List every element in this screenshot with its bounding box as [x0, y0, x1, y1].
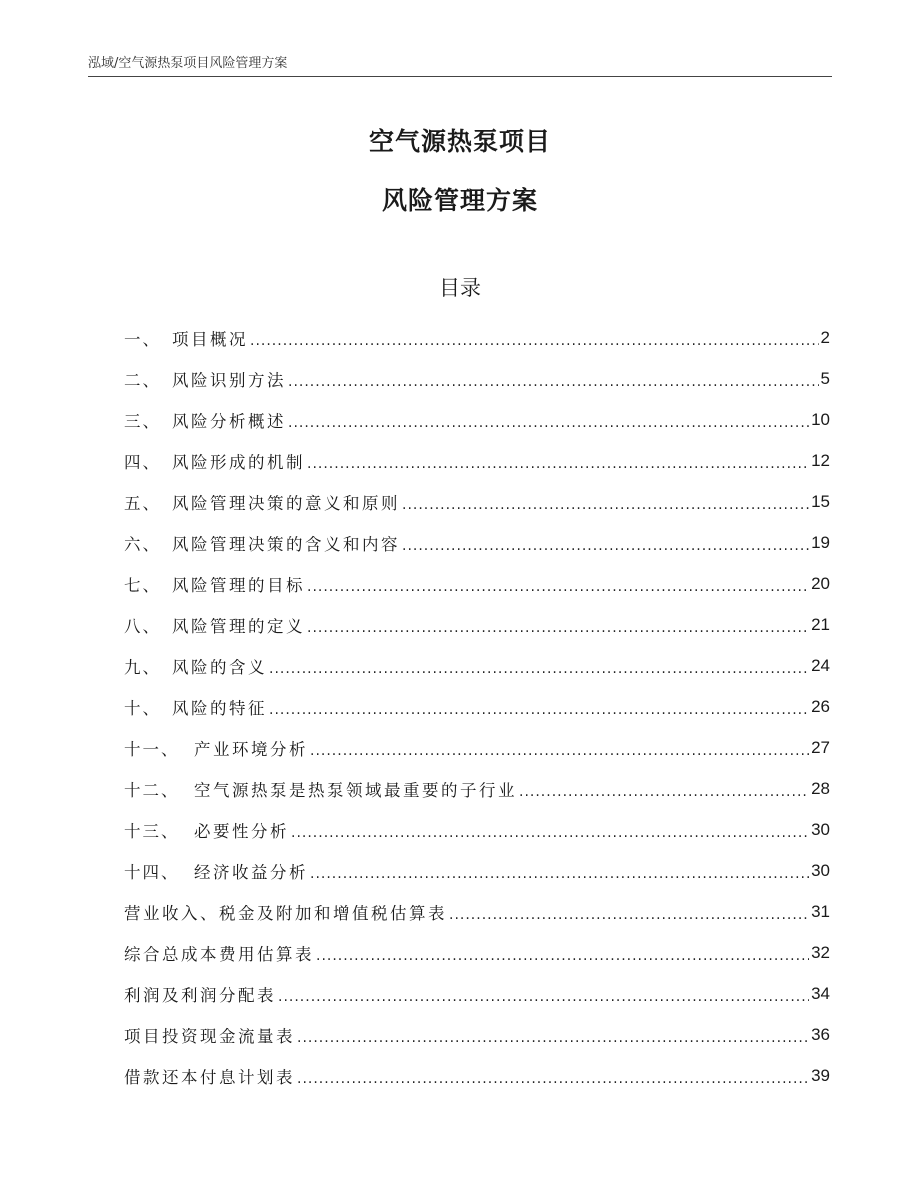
toc-entry[interactable] — [124, 522, 830, 563]
toc-entry[interactable] — [124, 1055, 830, 1096]
toc-entry-label: 空气源热泵是热泵领域最重要的子行业 — [194, 780, 517, 800]
toc-entry-label: 综合总成本费用估算表 — [124, 944, 314, 964]
toc-dot-leader — [269, 660, 809, 686]
toc-entry-number: 九、 — [124, 657, 161, 677]
toc-dot-leader — [402, 496, 809, 522]
toc-entry[interactable] — [124, 973, 830, 1014]
toc-entry-number: 四、 — [124, 452, 161, 472]
toc-entry-label: 风险形成的机制 — [172, 452, 305, 472]
toc-entry-page: 28 — [811, 778, 830, 798]
toc-entry-number: 十三、 — [124, 821, 180, 841]
toc-entry[interactable] — [124, 686, 830, 727]
toc-entry-label: 借款还本付息计划表 — [124, 1067, 295, 1087]
toc-entry-label: 项目概况 — [172, 329, 248, 349]
toc-entry[interactable] — [124, 563, 830, 604]
toc-entry-label: 营业收入、税金及附加和增值税估算表 — [124, 903, 447, 923]
toc-entry-number: 十四、 — [124, 862, 180, 882]
toc-entry[interactable] — [124, 317, 830, 358]
toc-entry-label: 项目投资现金流量表 — [124, 1026, 295, 1046]
toc-entry-number: 一、 — [124, 329, 161, 349]
toc-entry[interactable] — [124, 932, 830, 973]
toc-entry-label: 风险的含义 — [172, 657, 267, 677]
toc-entry-label: 风险管理决策的含义和内容 — [172, 534, 400, 554]
toc-entry-number: 五、 — [124, 493, 161, 513]
toc-heading: 目录 — [439, 276, 481, 300]
toc-dot-leader — [307, 578, 809, 604]
toc-entry[interactable] — [124, 768, 830, 809]
toc-entry-page: 30 — [811, 819, 830, 839]
document-title-line2: 风险管理方案 — [381, 186, 538, 215]
toc-dot-leader — [316, 947, 809, 973]
toc-entry-page: 24 — [811, 655, 830, 675]
toc-entry[interactable] — [124, 645, 830, 686]
toc-dot-leader — [307, 455, 809, 481]
toc-entry-page: 19 — [811, 532, 830, 552]
toc-entry-label: 风险识别方法 — [172, 370, 286, 390]
toc-dot-leader — [291, 824, 809, 850]
toc-entry-page: 5 — [820, 368, 830, 388]
toc-entry[interactable] — [124, 481, 830, 522]
toc-entry-label: 风险分析概述 — [172, 411, 286, 431]
toc-entry[interactable] — [124, 809, 830, 850]
toc-entry[interactable] — [124, 850, 830, 891]
toc-entry-page: 31 — [811, 901, 830, 921]
toc-entry-page: 27 — [811, 737, 830, 757]
toc-entry-label: 风险管理的目标 — [172, 575, 305, 595]
toc-entry-page: 2 — [820, 327, 830, 347]
toc-entry-number: 三、 — [124, 411, 161, 431]
running-header: 泓域/空气源热泵项目风险管理方案 — [88, 56, 288, 71]
header-rule — [88, 76, 832, 77]
toc-entry-page: 15 — [811, 491, 830, 511]
toc-entry-page: 39 — [811, 1065, 830, 1085]
toc-entry[interactable] — [124, 1014, 830, 1055]
toc-entry-page: 36 — [811, 1024, 830, 1044]
toc-entry[interactable] — [124, 399, 830, 440]
toc-entry-number: 十、 — [124, 698, 161, 718]
toc-entry-page: 10 — [811, 409, 830, 429]
toc-entry[interactable] — [124, 358, 830, 399]
toc-dot-leader — [449, 906, 809, 932]
toc-entry-label: 经济收益分析 — [194, 862, 308, 882]
toc-entry-number: 二、 — [124, 370, 161, 390]
toc-entry[interactable] — [124, 891, 830, 932]
toc-entry-label: 利润及利润分配表 — [124, 985, 276, 1005]
toc-entry-page: 20 — [811, 573, 830, 593]
toc-dot-leader — [519, 783, 809, 809]
toc-dot-leader — [297, 1029, 809, 1055]
document-title-line1: 空气源热泵项目 — [368, 127, 551, 156]
toc-entry-page: 12 — [811, 450, 830, 470]
toc-dot-leader — [402, 537, 809, 563]
toc-entry-page: 26 — [811, 696, 830, 716]
toc-entry-label: 必要性分析 — [194, 821, 289, 841]
toc-dot-leader — [269, 701, 809, 727]
toc-dot-leader — [250, 332, 819, 358]
toc-entry[interactable] — [124, 604, 830, 645]
toc-entry-number: 十一、 — [124, 739, 180, 759]
toc-entry-number: 八、 — [124, 616, 161, 636]
toc-entry-label: 产业环境分析 — [194, 739, 308, 759]
toc-entry-number: 七、 — [124, 575, 161, 595]
toc-entry-label: 风险管理的定义 — [172, 616, 305, 636]
toc-entry-page: 30 — [811, 860, 830, 880]
toc-dot-leader — [288, 414, 809, 440]
toc-entry[interactable] — [124, 727, 830, 768]
toc-entry[interactable] — [124, 440, 830, 481]
toc-dot-leader — [310, 865, 809, 891]
toc-entry-page: 21 — [811, 614, 830, 634]
toc-entry-number: 六、 — [124, 534, 161, 554]
toc-dot-leader — [307, 619, 809, 645]
toc-entry-label: 风险的特征 — [172, 698, 267, 718]
toc-entry-page: 32 — [811, 942, 830, 962]
toc-dot-leader — [288, 373, 819, 399]
toc-entry-label: 风险管理决策的意义和原则 — [172, 493, 400, 513]
toc-dot-leader — [278, 988, 809, 1014]
toc-dot-leader — [297, 1070, 809, 1096]
table-of-contents — [124, 317, 830, 1096]
toc-entry-page: 34 — [811, 983, 830, 1003]
toc-entry-number: 十二、 — [124, 780, 180, 800]
toc-dot-leader — [310, 742, 809, 768]
